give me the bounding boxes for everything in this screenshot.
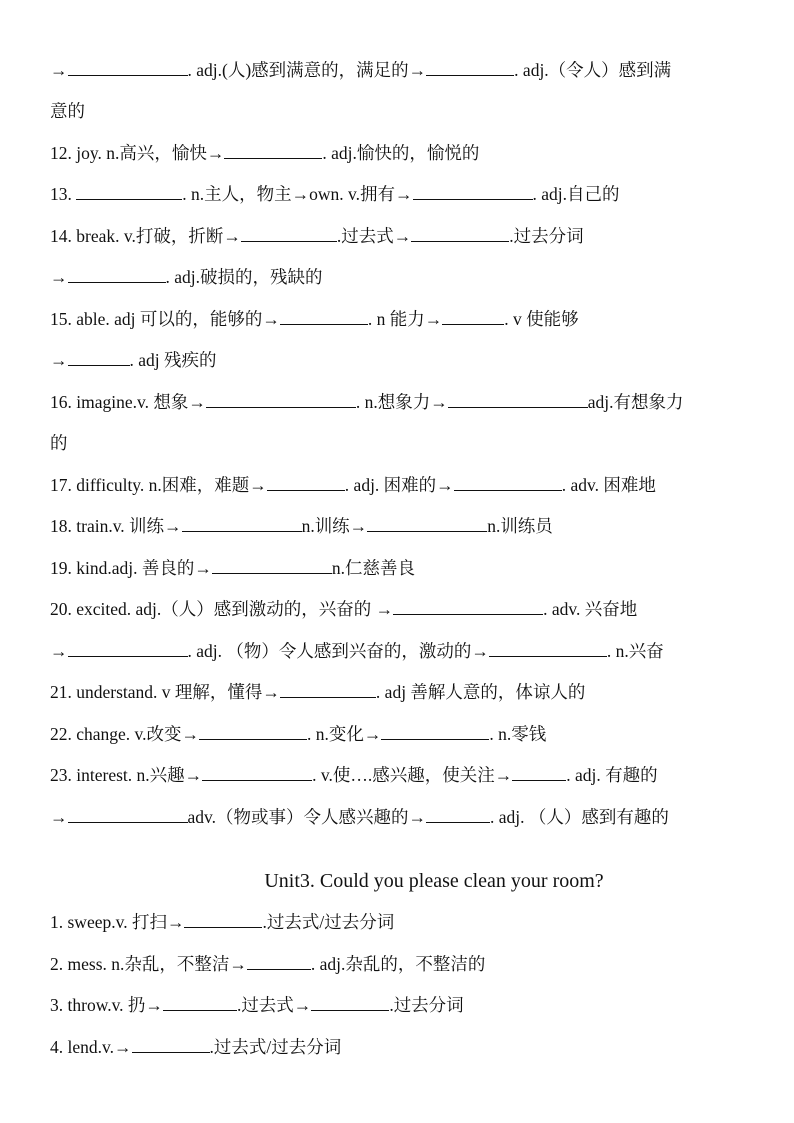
- line-text: . adj.(人)感到满意的，满足的→: [187, 60, 427, 80]
- line-text: . adj 善解人意的，体谅人的: [375, 682, 586, 702]
- line-text: 21. understand. v 理解，懂得→: [50, 682, 280, 702]
- line-text: 2. mess. n.杂乱，不整洁→: [50, 954, 247, 974]
- answer-blank[interactable]: [311, 993, 389, 1011]
- answer-blank[interactable]: [184, 910, 262, 928]
- line-text: .过去式/过去分词: [209, 1037, 342, 1057]
- line-text: .过去式/过去分词: [262, 912, 395, 932]
- line-text: . n.想象力→: [355, 392, 448, 412]
- answer-blank[interactable]: [393, 597, 543, 615]
- line-text: . v 使能够: [504, 309, 579, 329]
- vocab-line: [50, 348, 217, 372]
- line-text: . adj.愉快的，愉悦的: [322, 143, 480, 163]
- line-text: . adj.杂乱的，不整洁的: [310, 954, 486, 974]
- answer-blank[interactable]: [247, 952, 311, 970]
- line-text: . n 能力→: [367, 309, 443, 329]
- answer-blank[interactable]: [68, 805, 188, 823]
- line-text: . adj. （物）令人感到兴奋的，激动的→: [187, 641, 489, 661]
- line-text: 3. throw.v. 扔→: [50, 995, 163, 1015]
- answer-blank[interactable]: [224, 141, 322, 159]
- answer-blank[interactable]: [381, 722, 489, 740]
- answer-blank[interactable]: [489, 639, 607, 657]
- line-text: 19. kind.adj. 善良的→: [50, 558, 212, 578]
- line-text: 14. break. v.打破，折断→: [50, 226, 241, 246]
- vocab-line: [50, 307, 579, 331]
- vocab-line: [50, 473, 656, 497]
- line-text: . adj. 困难的→: [344, 475, 454, 495]
- line-text: →: [50, 350, 68, 370]
- line-text: 20. excited. adj.（人）感到激动的，兴奋的 →: [50, 599, 394, 619]
- vocab-line: [50, 1035, 341, 1059]
- line-text: . adj.自己的: [532, 184, 620, 204]
- answer-blank[interactable]: [280, 680, 376, 698]
- line-text: 23. interest. n.兴趣→: [50, 765, 203, 785]
- vocab-line: [50, 514, 553, 538]
- answer-blank[interactable]: [267, 473, 345, 491]
- answer-blank[interactable]: [68, 639, 188, 657]
- line-text: n.训练员: [487, 516, 553, 536]
- answer-blank[interactable]: [68, 348, 130, 366]
- line-text: 12. joy. n.高兴，愉快→: [50, 143, 225, 163]
- line-text: 意的: [50, 101, 85, 121]
- vocab-line: [50, 597, 637, 621]
- line-text: . adv. 困难地: [561, 475, 656, 495]
- vocab-line: [50, 265, 323, 289]
- line-text: →: [50, 267, 68, 287]
- line-text: . adj.破损的，残缺的: [165, 267, 323, 287]
- vocab-line: [50, 763, 658, 787]
- vocab-line: [50, 224, 584, 248]
- vocab-line: [50, 639, 664, 663]
- answer-blank[interactable]: [241, 224, 337, 242]
- answer-blank[interactable]: [76, 182, 182, 200]
- answer-blank[interactable]: [68, 265, 166, 283]
- line-text: . v.使….感兴趣，使关注→: [312, 765, 513, 785]
- line-text: .过去式→: [336, 226, 412, 246]
- answer-blank[interactable]: [426, 805, 490, 823]
- line-text: 的: [50, 433, 68, 453]
- line-text: . adj 残疾的: [129, 350, 217, 370]
- line-text: . adj. 有趣的: [566, 765, 658, 785]
- vocab-line: [50, 99, 85, 123]
- answer-blank[interactable]: [413, 182, 533, 200]
- answer-blank[interactable]: [206, 390, 356, 408]
- line-text: .过去分词: [389, 995, 464, 1015]
- vocab-line: [50, 556, 415, 580]
- line-text: 16. imagine.v. 想象→: [50, 392, 206, 412]
- line-text: . adj. （人）感到有趣的: [490, 807, 669, 827]
- vocab-line: [50, 805, 669, 829]
- line-text: 15. able. adj 可以的，能够的→: [50, 309, 280, 329]
- line-text: 17. difficulty. n.困难，难题→: [50, 475, 267, 495]
- line-text: . n.兴奋: [606, 641, 664, 661]
- vocab-line: [50, 952, 485, 976]
- answer-blank[interactable]: [199, 722, 307, 740]
- vocab-line: [50, 58, 671, 82]
- answer-blank[interactable]: [442, 307, 504, 325]
- line-text: adj.有想象力: [587, 392, 684, 412]
- line-text: n.仁慈善良: [331, 558, 415, 578]
- line-text: .过去分词: [509, 226, 584, 246]
- vocab-line: [50, 390, 684, 414]
- line-text: .过去式→: [236, 995, 312, 1015]
- answer-blank[interactable]: [448, 390, 588, 408]
- answer-blank[interactable]: [454, 473, 562, 491]
- answer-blank[interactable]: [367, 514, 487, 532]
- answer-blank[interactable]: [68, 58, 188, 76]
- answer-blank[interactable]: [132, 1035, 210, 1053]
- line-text: →: [50, 807, 68, 827]
- unit-heading: Unit3. Could you please clean your room?: [264, 870, 604, 892]
- answer-blank[interactable]: [426, 58, 514, 76]
- line-text: . n.变化→: [307, 724, 382, 744]
- line-text: . n.零钱: [489, 724, 547, 744]
- vocab-line: [50, 680, 585, 704]
- line-text: →: [50, 60, 68, 80]
- line-text: 4. lend.v.→: [50, 1037, 132, 1057]
- answer-blank[interactable]: [182, 514, 302, 532]
- line-text: 18. train.v. 训练→: [50, 516, 182, 536]
- line-text: →: [50, 641, 68, 661]
- line-text: 13.: [50, 184, 77, 204]
- line-text: 1. sweep.v. 打扫→: [50, 912, 185, 932]
- answer-blank[interactable]: [512, 763, 566, 781]
- vocab-line: [50, 722, 546, 746]
- answer-blank[interactable]: [411, 224, 509, 242]
- answer-blank[interactable]: [280, 307, 368, 325]
- answer-blank[interactable]: [163, 993, 237, 1011]
- line-text: . adj.（令人）感到满: [514, 60, 672, 80]
- vocab-line: [50, 141, 479, 165]
- vocab-line: [50, 993, 464, 1017]
- vocab-line: [50, 431, 68, 455]
- answer-blank[interactable]: [202, 763, 312, 781]
- vocab-line: [50, 182, 620, 206]
- line-text: . n.主人，物主→own. v.拥有→: [182, 184, 413, 204]
- line-text: . adv. 兴奋地: [543, 599, 638, 619]
- line-text: 22. change. v.改变→: [50, 724, 200, 744]
- line-text: adv.（物或事）令人感兴趣的→: [187, 807, 427, 827]
- answer-blank[interactable]: [212, 556, 332, 574]
- vocab-line: [50, 910, 394, 934]
- line-text: n.训练→: [301, 516, 368, 536]
